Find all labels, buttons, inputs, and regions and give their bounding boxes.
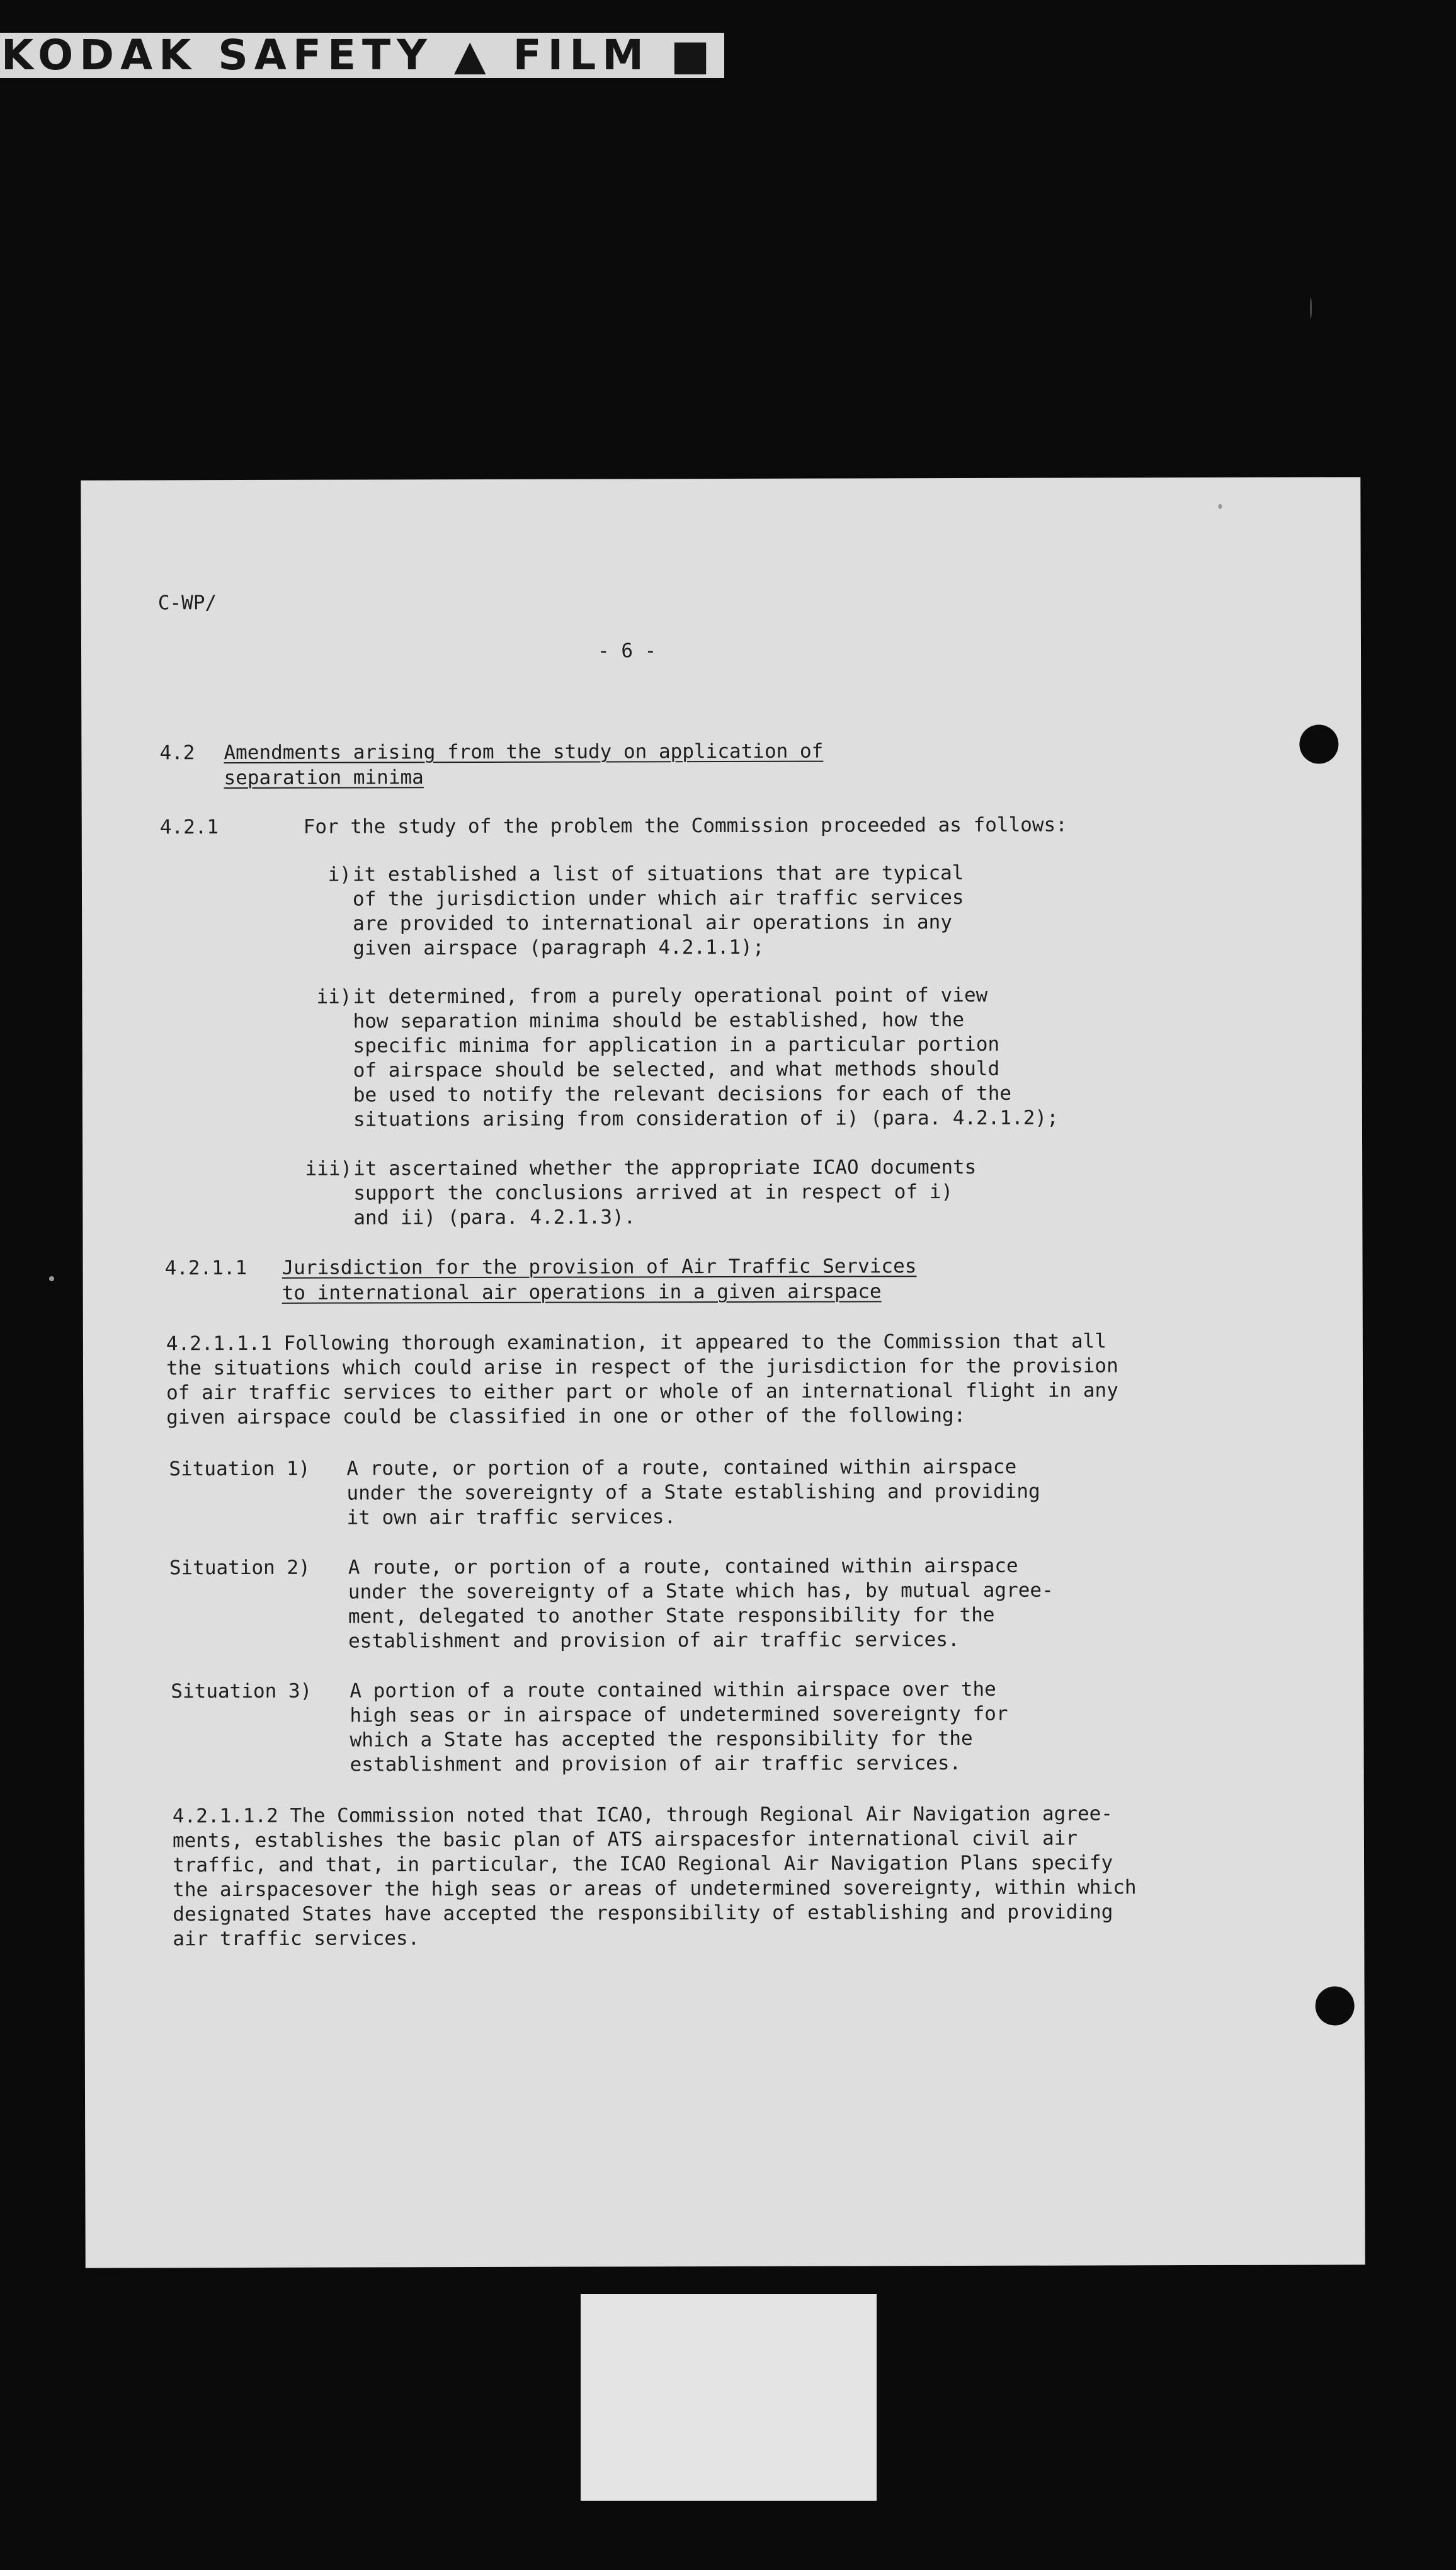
doc-ref: C-WP/ bbox=[157, 591, 217, 615]
speck bbox=[1218, 504, 1222, 509]
dust-speck bbox=[49, 1276, 54, 1281]
list-item-label: i) bbox=[327, 863, 351, 886]
list-item-line: and ii) (para. 4.2.1.3). bbox=[353, 1206, 636, 1230]
punch-hole-bottom bbox=[1316, 1986, 1355, 2025]
paragraph-line: 4.2.1.1.1 Following thorough examination, it appeared to the Commission that all bbox=[166, 1330, 1107, 1356]
punch-hole-top bbox=[1299, 724, 1338, 763]
page-number: - 6 - bbox=[597, 639, 657, 663]
list-item-label: iii) bbox=[305, 1157, 353, 1180]
situation-line: high seas or in airspace of undetermined sovereignty for bbox=[350, 1702, 1008, 1727]
situation-line: A route, or portion of a route, contained within airspace bbox=[348, 1554, 1018, 1579]
subsection-number: 4.2.1.1 bbox=[164, 1256, 247, 1280]
situation-line: establishment and provision of air traffic services. bbox=[350, 1752, 962, 1776]
calibration-target bbox=[581, 2294, 877, 2501]
list-item-label: ii) bbox=[316, 985, 352, 1008]
situation-line: which a State has accepted the responsibility for the bbox=[350, 1727, 973, 1752]
paragraph-line: ments, establishes the basic plan of ATS airspacesfor international civil air bbox=[172, 1827, 1078, 1853]
situation-line: A route, or portion of a route, contained within airspace bbox=[346, 1455, 1017, 1480]
list-item-line: given airspace (paragraph 4.2.1.1); bbox=[353, 935, 765, 960]
situation-line: A portion of a route contained within airspace over the bbox=[350, 1677, 996, 1703]
list-item-line: it established a list of situations that are typical bbox=[352, 861, 964, 886]
situation-label: Situation 1) bbox=[169, 1457, 310, 1481]
list-item-line: be used to notify the relevant decisions for each of the bbox=[353, 1082, 1012, 1107]
list-item-line: specific minima for application in a particular portion bbox=[353, 1032, 1000, 1058]
subsection-title-line2: to international air operations in a given airspace bbox=[282, 1280, 882, 1305]
paragraph-line: 4.2.1.1.2 The Commission noted that ICAO, through Regional Air Navigation agree- bbox=[172, 1802, 1113, 1828]
paragraph-line: designated States have accepted the responsibility of establishing and providing bbox=[173, 1900, 1113, 1926]
para-text: For the study of the problem the Commission proceeded as follows: bbox=[303, 813, 1067, 838]
section-title-line2: separation minima bbox=[224, 766, 424, 790]
list-item-line: it determined, from a purely operational point of view bbox=[353, 983, 988, 1008]
situation-line: establishment and provision of air traffic services. bbox=[348, 1628, 960, 1653]
paragraph-line: of air traffic services to either part or whole of an international flight in any bbox=[166, 1379, 1118, 1405]
list-item-line: it ascertained whether the appropriate ICAO documents bbox=[353, 1155, 977, 1180]
para-number: 4.2.1 bbox=[159, 816, 219, 839]
paragraph-line: traffic, and that, in particular, the ICAO Regional Air Navigation Plans specify bbox=[172, 1851, 1113, 1877]
list-item-line: how separation minima should be established, how the bbox=[353, 1008, 965, 1033]
situation-line: under the sovereignty of a State which has, by mutual agree- bbox=[348, 1579, 1054, 1604]
paragraph-line: the situations which could arise in respect of the jurisdiction for the provision bbox=[166, 1354, 1118, 1380]
list-item-line: situations arising from consideration of i) (para. 4.2.1.2); bbox=[353, 1106, 1059, 1131]
list-item-line: are provided to international air operations in any bbox=[353, 911, 953, 935]
document-page bbox=[81, 477, 1365, 2268]
paragraph-line: air traffic services. bbox=[173, 1927, 420, 1951]
situation-line: it own air traffic services. bbox=[346, 1505, 676, 1529]
situation-label: Situation 3) bbox=[171, 1679, 312, 1703]
list-item-line: support the conclusions arrived at in respect of i) bbox=[353, 1180, 953, 1205]
section-title-line1: Amendments arising from the study on application of bbox=[224, 740, 824, 765]
list-item-line: of the jurisdiction under which air traffic services bbox=[352, 886, 964, 911]
list-item-line: of airspace should be selected, and what methods should bbox=[353, 1057, 1000, 1082]
film-scratch bbox=[1310, 297, 1312, 319]
paragraph-line: given airspace could be classified in one or other of the following: bbox=[166, 1403, 966, 1429]
subsection-title-line1: Jurisdiction for the provision of Air Traffic Services bbox=[282, 1255, 917, 1279]
situation-label: Situation 2) bbox=[169, 1556, 310, 1580]
situation-line: under the sovereignty of a State establishing and providing bbox=[346, 1480, 1040, 1505]
section-number: 4.2 bbox=[159, 741, 195, 765]
situation-line: ment, delegated to another State responsibility for the bbox=[348, 1603, 995, 1628]
paragraph-line: the airspacesover the high seas or areas of undetermined sovereignty, within which bbox=[173, 1876, 1137, 1902]
film-edge-label: KODAK SAFETY ▲ FILM ■ bbox=[1, 31, 717, 79]
